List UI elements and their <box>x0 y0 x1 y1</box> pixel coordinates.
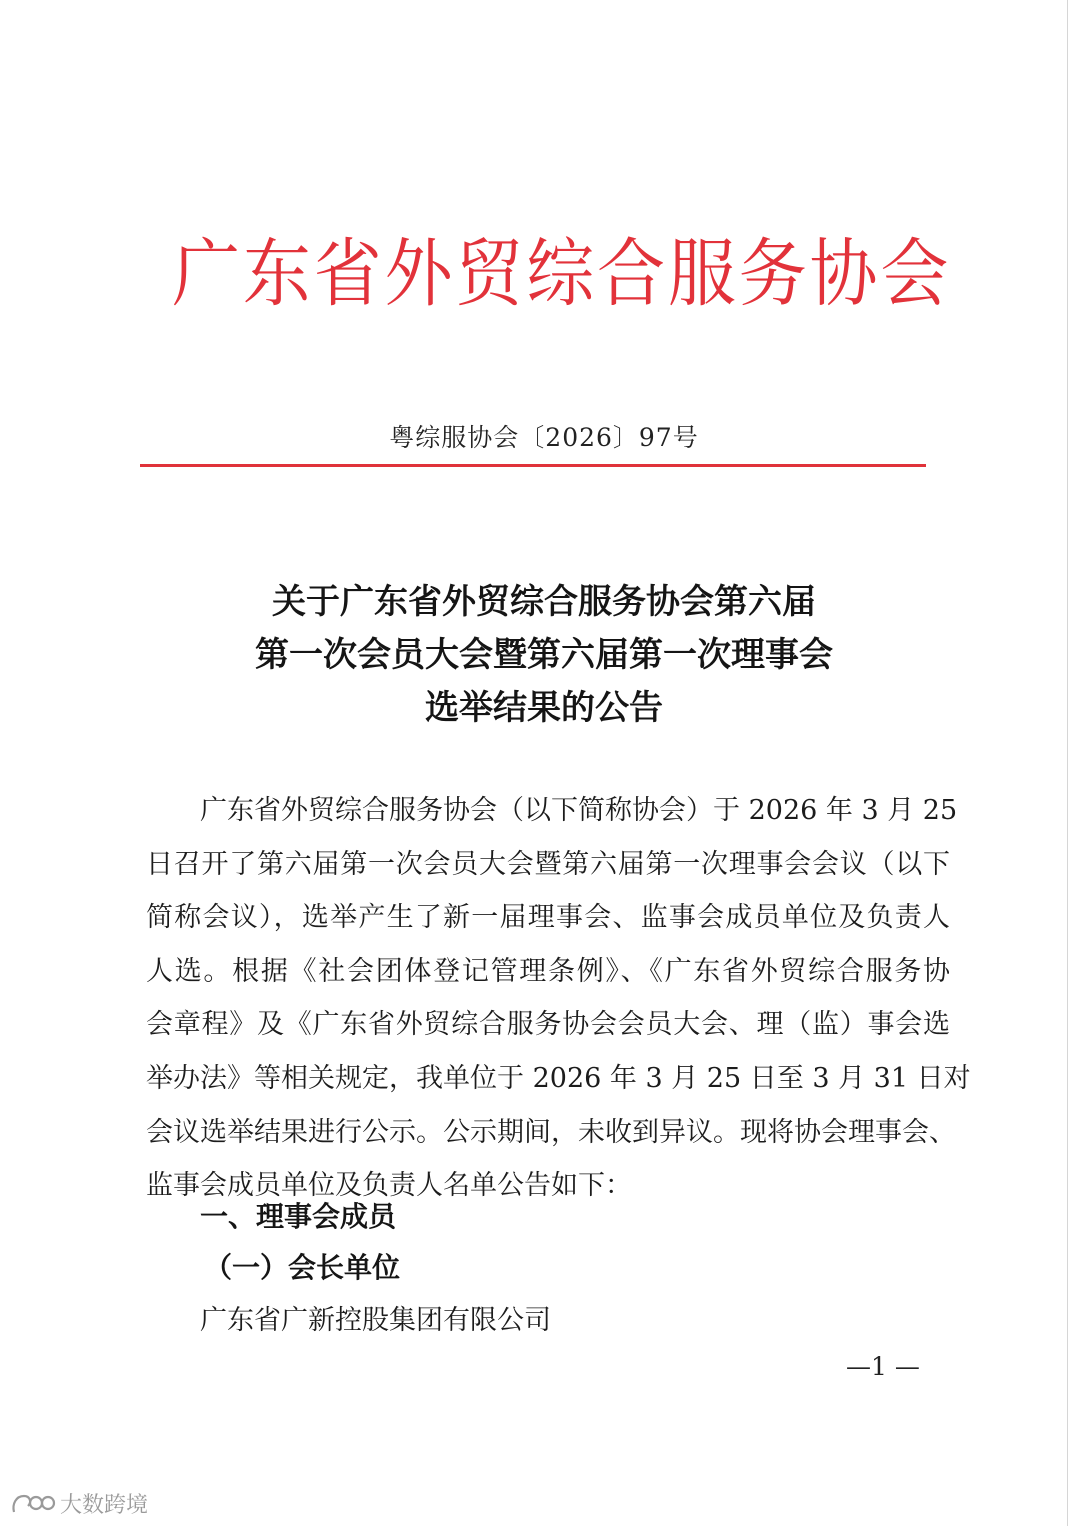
document-number: 粤综服协会〔2026〕97号 <box>389 423 699 452</box>
body-line: 人选。根据《社会团体登记管理条例》、《广东省外贸综合服务协 <box>146 955 950 987</box>
body-paragraph <box>146 784 971 1213</box>
president-unit: 广东省广新控股集团有限公司 <box>200 1305 551 1336</box>
section-heading: 一、理事会成员 <box>200 1200 397 1233</box>
org-header: 广东省外贸综合服务协会 <box>172 231 952 317</box>
notice-title-line: 第一次会员大会暨第六届第一次理事会 <box>255 635 833 675</box>
body-line: 会议选举结果进行公示。公示期间，未收到异议。现将协会理事会、 <box>146 1116 956 1148</box>
red-divider <box>140 464 926 467</box>
watermark-text: 大数跨境 <box>60 1493 149 1518</box>
notice-title <box>140 576 948 735</box>
notice-title-line: 选举结果的公告 <box>425 688 663 728</box>
body-line: 举办法》等相关规定，我单位于 2026 年 3 月 25 日至 3 月 31 日对 <box>146 1062 971 1094</box>
body-line: 监事会成员单位及负责人名单公告如下： <box>146 1170 632 1202</box>
ds-logo-icon <box>10 1492 56 1516</box>
page-number: —1 — <box>846 1352 920 1381</box>
page-edge-line <box>1067 0 1068 1526</box>
body-line: 会章程》及《广东省外贸综合服务协会会员大会、理（监）事会选 <box>146 1009 950 1041</box>
subsection-heading: （一）会长单位 <box>204 1251 401 1284</box>
notice-title-line: 关于广东省外贸综合服务协会第六届 <box>272 582 816 622</box>
body-line: 广东省外贸综合服务协会（以下简称协会）于 2026 年 3 月 25 <box>200 795 958 826</box>
body-line: 日召开了第六届第一次会员大会暨第六届第一次理事会会议（以下 <box>146 848 950 880</box>
body-line: 简称会议），选举产生了新一届理事会、监事会成员单位及负责人 <box>146 902 950 934</box>
watermark <box>10 1488 148 1519</box>
